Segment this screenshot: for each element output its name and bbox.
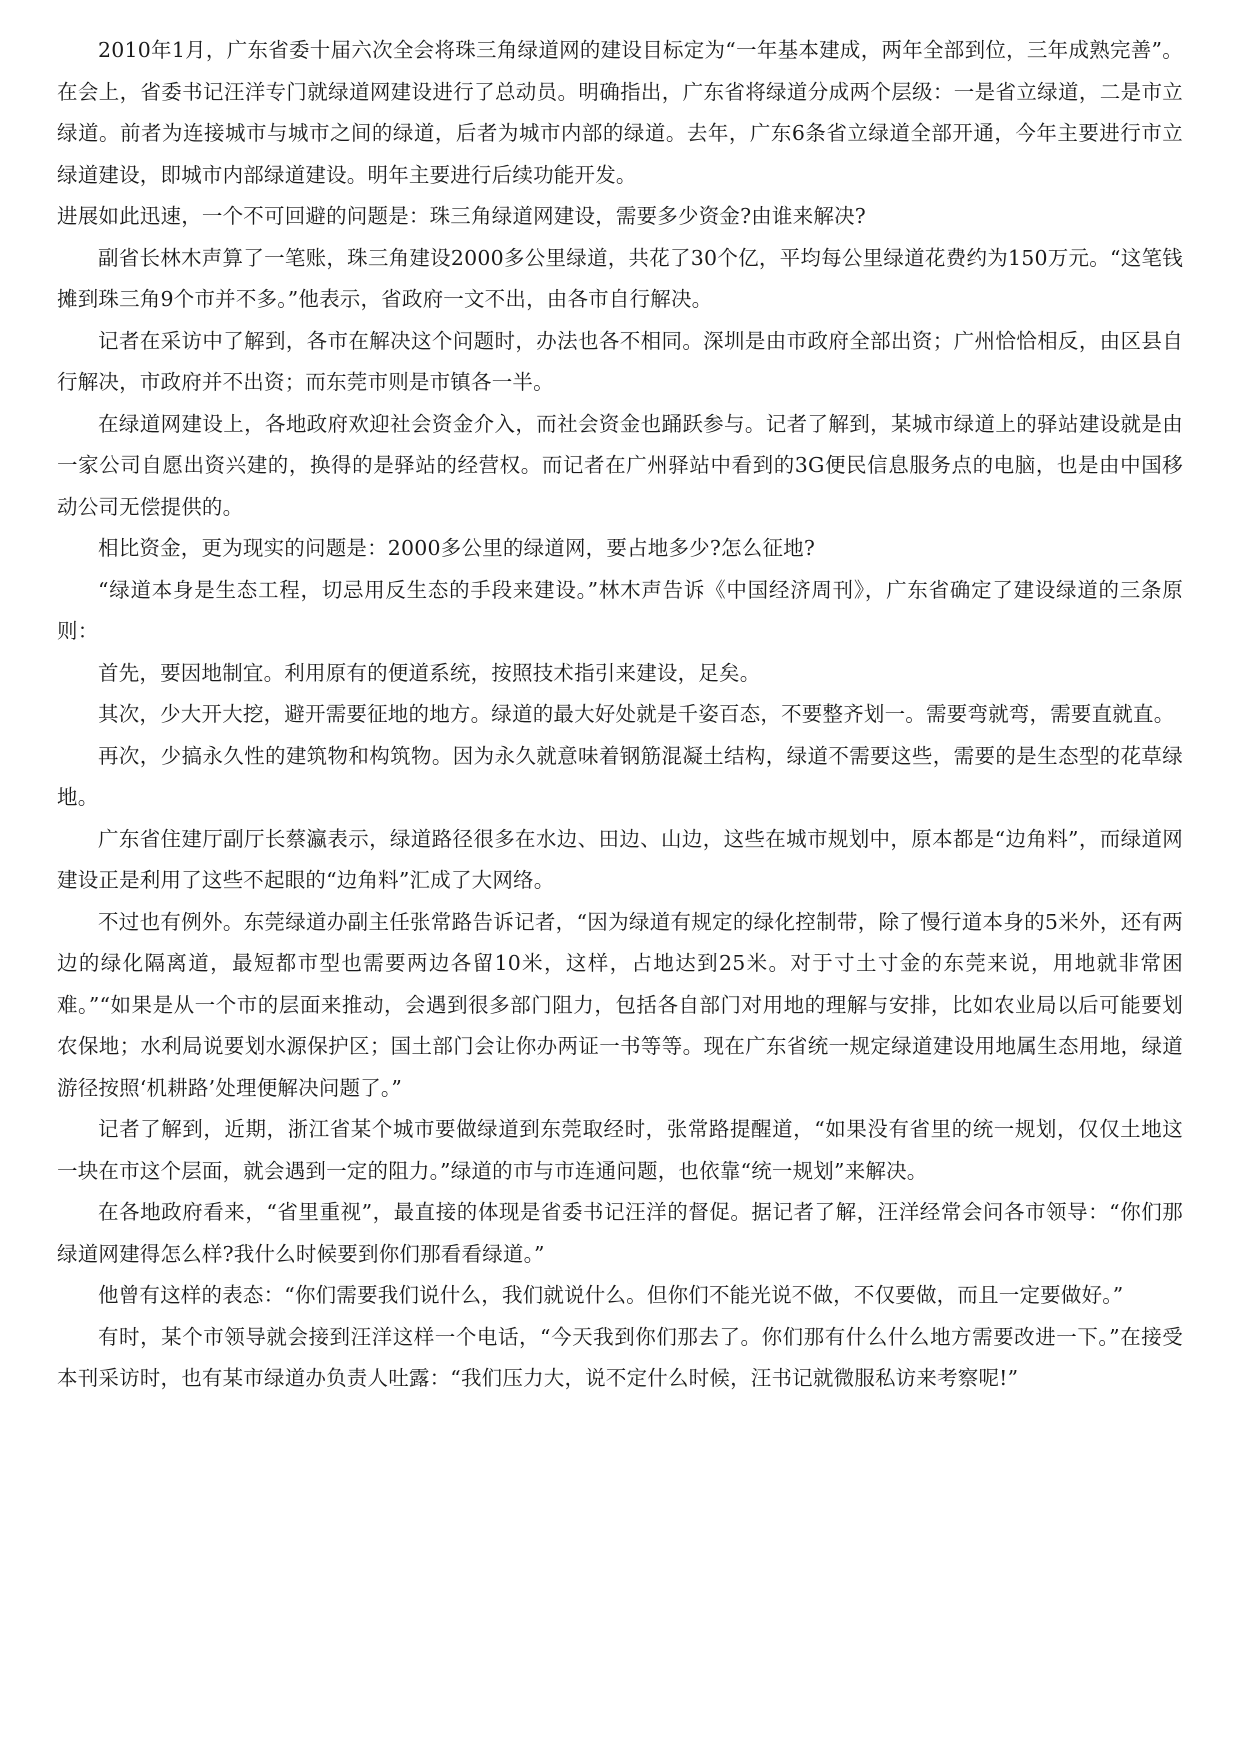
paragraph-9: 其次，少大开大挖，避开需要征地的地方。绿道的最大好处就是千姿百态，不要整齐划一。需要弯就弯，需要直就直。 xyxy=(98,702,1175,726)
paragraph-16: 有时，某个市领导就会接到汪洋这样一个电话，“今天我到你们那去了。你们那有什么什么地方需要改进一下。”在接受本刊采访时，也有某市绿道办负责人吐露：“我们压力大，说不定什么时候，汪书记就微服私访来考察呢!” xyxy=(57,1324,1183,1390)
paragraph-15: 他曾有这样的表态：“你们需要我们说什么，我们就说什么。但你们不能光说不做，不仅要做，而且一定要做好。” xyxy=(98,1283,1124,1307)
paragraph-13: 记者了解到，近期，浙江省某个城市要做绿道到东莞取经时，张常路提醒道，“如果没有省里的统一规划，仅仅土地这一块在市这个层面，就会遇到一定的阻力。”绿道的市与市连通问题，也依靠“统一规划”来解决。 xyxy=(57,1117,1183,1183)
paragraph-11: 广东省住建厅副厅长蔡瀛表示，绿道路径很多在水边、田边、山边，这些在城市规划中，原本都是“边角料”，而绿道网建设正是利用了这些不起眼的“边角料”汇成了大网络。 xyxy=(57,826,1183,892)
document-page xyxy=(57,30,1183,1400)
paragraph-3: 副省长林木声算了一笔账，珠三角建设2000多公里绿道，共花了30个亿，平均每公里绿道花费约为150万元。“这笔钱摊到珠三角9个市并不多。”他表示，省政府一文不出，由各市自行解决。 xyxy=(57,245,1183,311)
paragraph-5: 在绿道网建设上，各地政府欢迎社会资金介入，而社会资金也踊跃参与。记者了解到，某城市绿道上的驿站建设就是由一家公司自愿出资兴建的，换得的是驿站的经营权。而记者在广州驿站中看到的3G便民信息服务点的电脑，也是由中国移动公司无偿提供的。 xyxy=(57,411,1183,519)
paragraph-14: 在各地政府看来，“省里重视”，最直接的体现是省委书记汪洋的督促。据记者了解，汪洋经常会问各市领导：“你们那绿道网建得怎么样?我什么时候要到你们那看看绿道。” xyxy=(57,1200,1183,1266)
paragraph-12: 不过也有例外。东莞绿道办副主任张常路告诉记者，“因为绿道有规定的绿化控制带，除了慢行道本身的5米外，还有两边的绿化隔离道，最短都市型也需要两边各留10米，这样，占地达到25米。对于寸土寸金的东莞来说，用地就非常困难。”“如果是从一个市的层面来推动，会遇到很多部门阻力，包括各自部门对用地的理解与安排，比如农业局以后可能要划农保地；水利局说要划水源保护区；国土部门会让你办两证一书等等。现在广东省统一规定绿道建设用地属生态用地，绿道游径按照‘机耕路’处理便解决问题了。” xyxy=(57,909,1183,1100)
paragraph-6: 相比资金，更为现实的问题是：2000多公里的绿道网，要占地多少?怎么征地? xyxy=(98,536,816,560)
paragraph-1: 2010年1月，广东省委十届六次全会将珠三角绿道网的建设目标定为“一年基本建成，两年全部到位，三年成熟完善”。在会上，省委书记汪洋专门就绿道网建设进行了总动员。明确指出，广东省将绿道分成两个层级：一是省立绿道，二是市立绿道。前者为连接城市与城市之间的绿道，后者为城市内部的绿道。去年，广东6条省立绿道全部开通，今年主要进行市立绿道建设，即城市内部绿道建设。明年主要进行后续功能开发。 xyxy=(57,38,1183,187)
paragraph-8: 首先，要因地制宜。利用原有的便道系统，按照技术指引来建设，足矣。 xyxy=(98,660,761,685)
paragraph-10: 再次，少搞永久性的建筑物和构筑物。因为永久就意味着钢筋混凝土结构，绿道不需要这些，需要的是生态型的花草绿地。 xyxy=(57,743,1183,809)
paragraph-4: 记者在采访中了解到，各市在解决这个问题时，办法也各不相同。深圳是由市政府全部出资；广州恰恰相反，由区县自行解决，市政府并不出资；而东莞市则是市镇各一半。 xyxy=(57,328,1183,394)
paragraph-7: “绿道本身是生态工程，切忌用反生态的手段来建设。”林木声告诉《中国经济周刊》，广东省确定了建设绿道的三条原则： xyxy=(57,577,1183,643)
paragraph-2: 进展如此迅速，一个不可回避的问题是：珠三角绿道网建设，需要多少资金?由谁来解决? xyxy=(57,204,866,228)
